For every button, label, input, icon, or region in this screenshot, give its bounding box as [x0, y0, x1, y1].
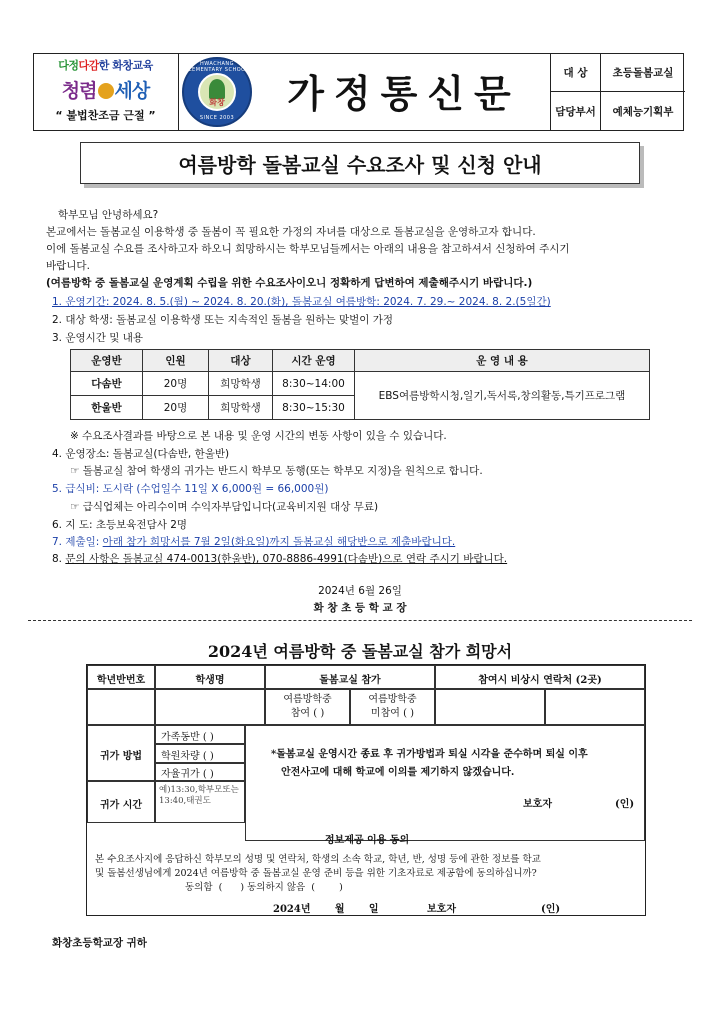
table-header: 운영반 — [71, 350, 143, 372]
sign-guardian-label: 보호자 — [427, 904, 456, 915]
motto: “ 불법찬조금 근절 ” — [55, 109, 156, 122]
item-place-sub: ☞ 돌봄교실 참여 학생의 귀가는 반드시 학부모 동행(또는 학부모 지정)을 원칙으로 합니다. — [70, 465, 483, 477]
info-table — [550, 53, 684, 131]
consent-line: 및 돌봄선생님에게 2024년 여름방학 중 돌봄교실 운영 준비 등을 위한 기초자료로 제공함에 동의하십니까? — [95, 868, 537, 879]
footer-addressee: 화창초등학교장 귀하 — [52, 937, 147, 949]
table-header: 시간 운영 — [273, 350, 355, 372]
return-method-label: 귀가 방법 — [99, 751, 143, 762]
intro-notice: (여름방학 중 돌봄교실 운영계획 수립을 위한 수요조사이오니 정확하게 답변하여 제출해주시기 바랍니다.) — [46, 277, 533, 289]
intro-line: 이에 돌봄교실 수요를 조사하고자 하오니 희망하시는 학부모님들께서는 아래의 내용을 참고하셔서 신청하여 주시기 — [46, 243, 570, 255]
emblem-bottom-text: SINCE 2003 — [199, 115, 235, 121]
form-header-class: 학년반번호 — [96, 675, 146, 686]
name-input-cell[interactable] — [155, 689, 265, 725]
consent-options[interactable]: 동의함 ( ) 동의하지 않음 ( ) — [185, 882, 343, 893]
dept-value: 예체능기획부 — [612, 106, 674, 118]
brand-part: 세상 — [114, 80, 150, 102]
form-header-join: 돌봄교실 참가 — [319, 675, 381, 686]
table-cell: 다솜반 — [71, 372, 143, 396]
table-cell: 8:30~15:30 — [273, 396, 355, 420]
table-cell: 희망학생 — [209, 396, 273, 420]
item-submit — [52, 534, 455, 549]
return-time-example: 예)13:30,학부모또는13:40,태권도 — [159, 785, 239, 806]
item-contact-prefix: 8. — [52, 553, 66, 565]
campaign-logo — [33, 53, 179, 131]
intro-line: 학부모님 안녕하세요? — [58, 209, 159, 221]
item-target: 2. 대상 학생: 돌봄교실 이용학생 또는 지속적인 돌봄을 원하는 맞벌이 가정 — [52, 314, 394, 326]
slogan-part: 다감 — [78, 59, 99, 72]
return-option-self[interactable]: 자율귀가 ( ) — [161, 769, 214, 780]
table-header: 대상 — [209, 350, 273, 372]
issue-date: 2024년 6월 26일 — [318, 585, 402, 597]
slogan-part: 다정 — [58, 59, 79, 72]
table-header: 인원 — [143, 350, 209, 372]
form-title: 2024년 여름방학 중 돌봄교실 참가 희망서 — [207, 642, 513, 661]
contact-2-cell[interactable] — [545, 689, 645, 725]
consent-title: 정보제공 이용 동의 — [324, 835, 410, 846]
table-cell-content: EBS여름방학시청,일기,독서록,창의활동,특기프로그램 — [355, 372, 650, 420]
table-cell: 20명 — [143, 372, 209, 396]
contact-1-cell[interactable] — [435, 689, 545, 725]
seal-mark: (인) — [615, 799, 635, 810]
pledge-line: *돌봄교실 운영시간 종료 후 귀가방법과 퇴실 시각을 준수하며 퇴실 이후 — [271, 749, 588, 760]
sign-date[interactable]: 2024년 월 일 — [273, 904, 379, 915]
table-cell: 희망학생 — [209, 372, 273, 396]
application-form — [86, 664, 646, 916]
return-option-academy[interactable]: 학원차량 ( ) — [161, 751, 214, 762]
item-meal: 5. 급식비: 도시락 (수업일수 11일 X 6,000원 = 66,000원) — [52, 483, 329, 495]
change-note: ※ 수요조사결과를 바탕으로 본 내용 및 운영 시간의 변동 사항이 있을 수 있습니다. — [70, 430, 447, 442]
pledge-line: 안전사고에 대해 학교에 이의를 제기하지 않겠습니다. — [281, 767, 515, 778]
subject-banner: 여름방학 돌봄교실 수요조사 및 신청 안내 — [80, 142, 640, 184]
item-submit-prefix: 7. 제출일: — [52, 536, 103, 548]
table-header: 운 영 내 용 — [355, 350, 650, 372]
school-emblem — [182, 57, 252, 127]
consent-line: 본 수요조사지에 응답하신 학부모의 성명 및 연락처, 학생의 소속 학교, 학년, 반, 성명 등에 관한 정보를 학교 — [95, 854, 541, 865]
item-contact-text: 문의 사항은 돌봄교실 474-0013(한울반), 070-8886-4991(다솜반)으로 연락 주시기 바랍니다. — [65, 553, 508, 565]
item-meal-sub: ☞ 급식업체는 아리수이며 수익자부담입니다(교육비지원 대상 무료) — [70, 501, 379, 513]
target-label: 대 상 — [551, 53, 601, 91]
brand-part: 청렴 — [61, 80, 97, 102]
emblem-top-text: HWACHANG ELEMENTARY SCHOOL — [185, 61, 249, 73]
class-input-cell[interactable] — [87, 689, 155, 725]
intro-line: 본교에서는 돌봄교실 이용학생 중 돌봄이 꼭 필요한 가정의 자녀를 대상으로 돌봄교실을 운영하고자 합니다. — [46, 226, 536, 238]
leaf-icon — [209, 79, 225, 99]
program-table — [70, 349, 650, 420]
item-schedule: 3. 운영시간 및 내용 — [52, 332, 144, 344]
join-yes-option[interactable]: 여름방학중 참여 ( ) — [283, 694, 332, 719]
item-place: 4. 운영장소: 돌봄교실(다솜반, 한울반) — [52, 448, 230, 460]
form-header-contact: 참여시 비상시 연락처 (2곳) — [478, 675, 602, 686]
table-cell: 20명 — [143, 396, 209, 420]
form-header-name: 학생명 — [195, 675, 225, 686]
sign-seal-mark: (인) — [541, 904, 561, 915]
globe-icon — [98, 83, 114, 99]
cut-line — [28, 620, 692, 621]
item-submit-text: 아래 참가 희망서를 7월 2일(화요일)까지 돌봄교실 해당반으로 제출바랍니다. — [102, 536, 456, 548]
return-time-label: 귀가 시간 — [99, 800, 143, 811]
page-title: 가정통신문 — [287, 72, 521, 116]
table-cell: 8:30~14:00 — [273, 372, 355, 396]
item-staff: 6. 지 도: 초등보육전담사 2명 — [52, 519, 188, 531]
table-cell: 한울반 — [71, 396, 143, 420]
emblem-center-text: 화창 — [209, 98, 225, 107]
target-value: 초등돌봄교실 — [612, 66, 674, 79]
slogan-part: 한 화창교육 — [98, 59, 153, 72]
item-period: 1. 운영기간: 2024. 8. 5.(월) ~ 2024. 8. 20.(화), 돌봄교실 여름방학: 2024. 7. 29.~ 2024. 8. 2.(5일간) — [52, 296, 551, 308]
return-option-family[interactable]: 가족동반 ( ) — [161, 732, 214, 743]
guardian-label: 보호자 — [523, 799, 552, 810]
principal-name: 화 창 초 등 학 교 장 — [313, 602, 407, 614]
item-contact — [52, 551, 507, 566]
form-cell — [245, 725, 645, 841]
join-no-option[interactable]: 여름방학중 미참여 ( ) — [368, 694, 417, 719]
intro-line: 바랍니다. — [46, 260, 90, 272]
dept-label: 담당부서 — [551, 92, 601, 131]
